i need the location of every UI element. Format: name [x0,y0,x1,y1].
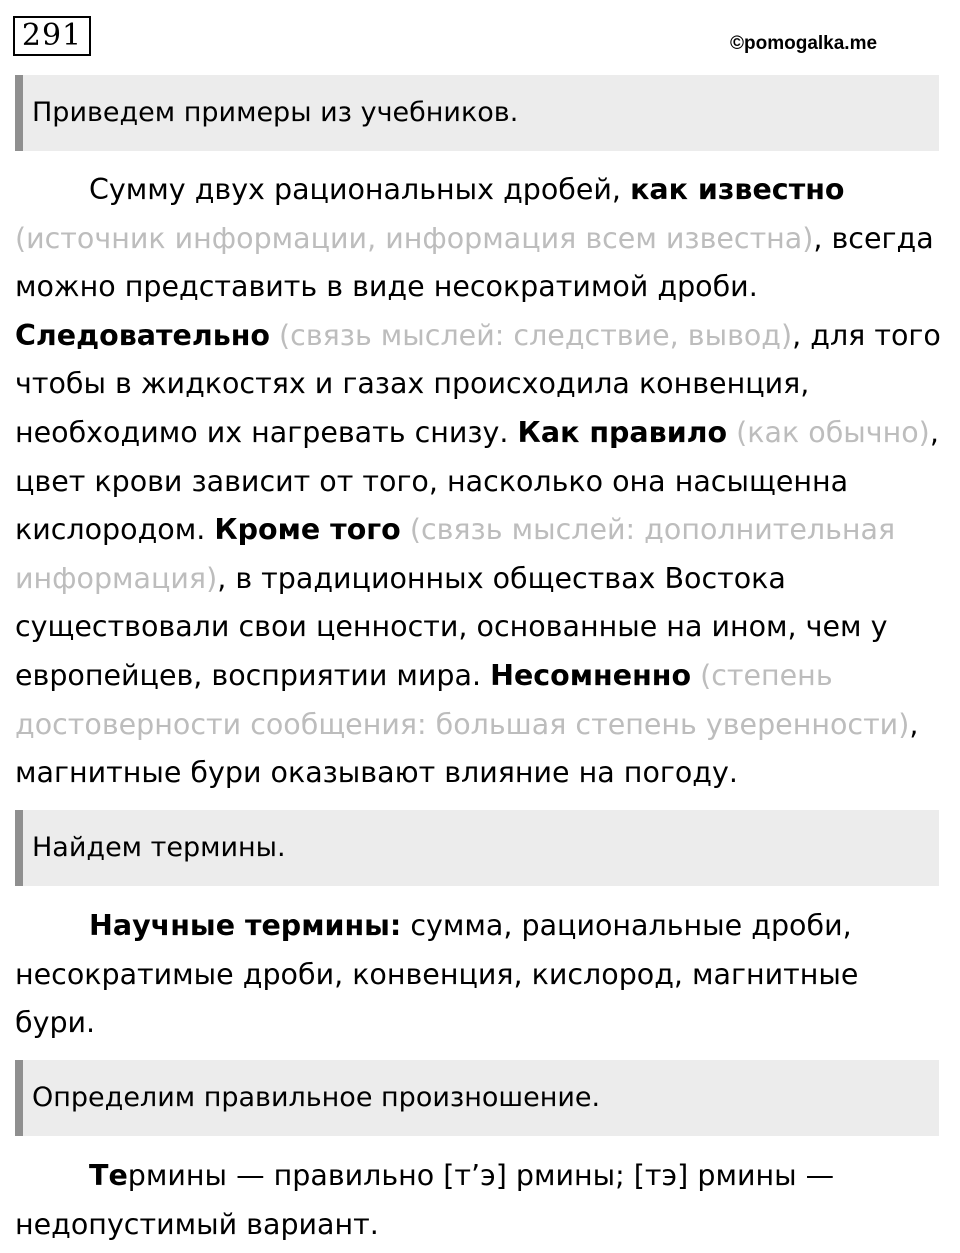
text-line [15,1152,945,1201]
section-heading-pronunciation: Определим правильное произношение. [15,1060,939,1136]
text: сумма, рациональные дроби, [401,909,852,942]
text-line [15,603,945,652]
text: Сумму двух рациональных дробей, [89,173,631,206]
text-line [15,409,945,458]
text: несократимые дроби, конвенция, кислород, магнитные [15,957,859,991]
text-line [15,701,945,750]
bold-phrase: Следовательно [15,318,270,352]
text-line [15,312,945,361]
bold-phrase: Научные термины: [89,909,402,942]
text-line [15,506,945,555]
text: можно представить в виде несократимой дроби. [15,270,758,304]
section-heading-terms: Найдем термины. [15,810,939,886]
paragraph-terms [15,902,945,1048]
text: бури. [15,1006,96,1040]
text-line [15,166,945,215]
text: магнитные бури оказывают влияние на погоду. [15,756,738,790]
text: чтобы в жидкостях и газах происходила конвенция, [15,367,810,401]
text: кислородом. [15,513,215,547]
text-line [15,215,945,264]
task-number: 291 [13,16,91,56]
bold-phrase: Как правило [517,415,728,449]
text-line [15,1201,945,1250]
text: , в традиционных обществах Востока [217,561,786,595]
text: цвет крови зависит от того, насколько она насыщенна [15,464,849,498]
text-line [15,902,945,951]
text: существовали свои ценности, основанные на ином, чем у [15,610,888,644]
gray-note: (связь мыслей: следствие, вывод) [270,318,793,352]
text-line [15,749,945,798]
text: , для того [792,318,941,352]
section-heading-examples: Приведем примеры из учебников. [15,75,939,151]
text-line [15,458,945,507]
text: , [909,707,919,741]
text: недопустимый вариант. [15,1207,379,1241]
gray-note: информация) [15,561,218,595]
text: европейцев, восприятии мира. [15,658,491,692]
paragraph-examples [15,166,945,798]
text: , всегда [813,221,934,255]
bold-phrase: Несомненно [490,658,692,692]
bold-phrase: Кроме того [214,513,401,547]
text-line [15,652,945,701]
text-line [15,555,945,604]
text-line [15,263,945,312]
gray-note: (степень [691,658,833,692]
paragraph-pronunciation [15,1152,945,1249]
text-line [15,360,945,409]
bold-phrase: как известно [630,173,845,206]
text: необходимо их нагревать снизу. [15,415,518,449]
gray-note: (связь мыслей: дополнительная [400,513,896,547]
text: рмины — правильно [т’э] рмины; [тэ] рмины — [127,1159,835,1192]
gray-note: достоверности сообщения: большая степень уверенности) [15,707,910,741]
gray-note: (как обычно) [727,415,930,449]
site-watermark: ©pomogalka.me [730,33,878,54]
gray-note: (источник информации, информация всем известна) [15,221,814,255]
text-line [15,999,945,1048]
text: , [929,415,939,449]
stressed-syllable: Те [89,1159,128,1192]
text-line [15,951,945,1000]
